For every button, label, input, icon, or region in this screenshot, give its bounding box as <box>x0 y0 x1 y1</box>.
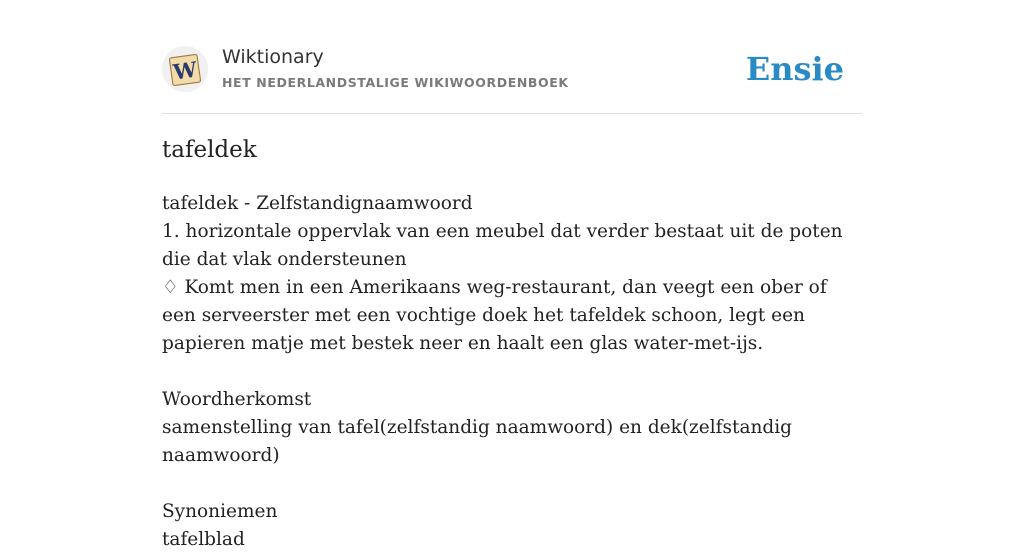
header-divider <box>162 113 862 114</box>
logo-letter: W <box>171 56 199 85</box>
entry-example: ♢ Komt men in een Amerikaans weg-restaurant, dan veegt een ober of een serveerster met een vochtige doek het tafeldek schoon, legt een papieren matje met bestek neer en haalt een glas water-met-ijs. <box>162 277 827 354</box>
entry-heading-line: tafeldek - Zelfstandignaamwoord <box>162 193 473 214</box>
spacer <box>162 470 862 498</box>
entry-content <box>162 190 862 554</box>
synonyms-heading: Synoniemen <box>162 501 278 522</box>
entry-definition: 1. horizontale oppervlak van een meubel dat verder bestaat uit de poten die dat vlak ondersteunen <box>162 221 843 270</box>
etymology-heading: Woordherkomst <box>162 389 312 410</box>
spacer <box>162 358 862 386</box>
site-title[interactable]: Wiktionary <box>222 46 324 68</box>
page-title: tafeldek <box>162 137 257 163</box>
wiktionary-logo-icon[interactable] <box>162 46 208 92</box>
site-header <box>162 44 862 94</box>
etymology-text: samenstelling van tafel(zelfstandig naamwoord) en dek(zelfstandig naamwoord) <box>162 417 792 466</box>
synonym-item: tafelblad <box>162 529 245 550</box>
brand-logo[interactable]: Ensie <box>745 50 844 88</box>
site-subtitle: HET NEDERLANDSTALIGE WIKIWOORDENBOEK <box>222 75 569 90</box>
